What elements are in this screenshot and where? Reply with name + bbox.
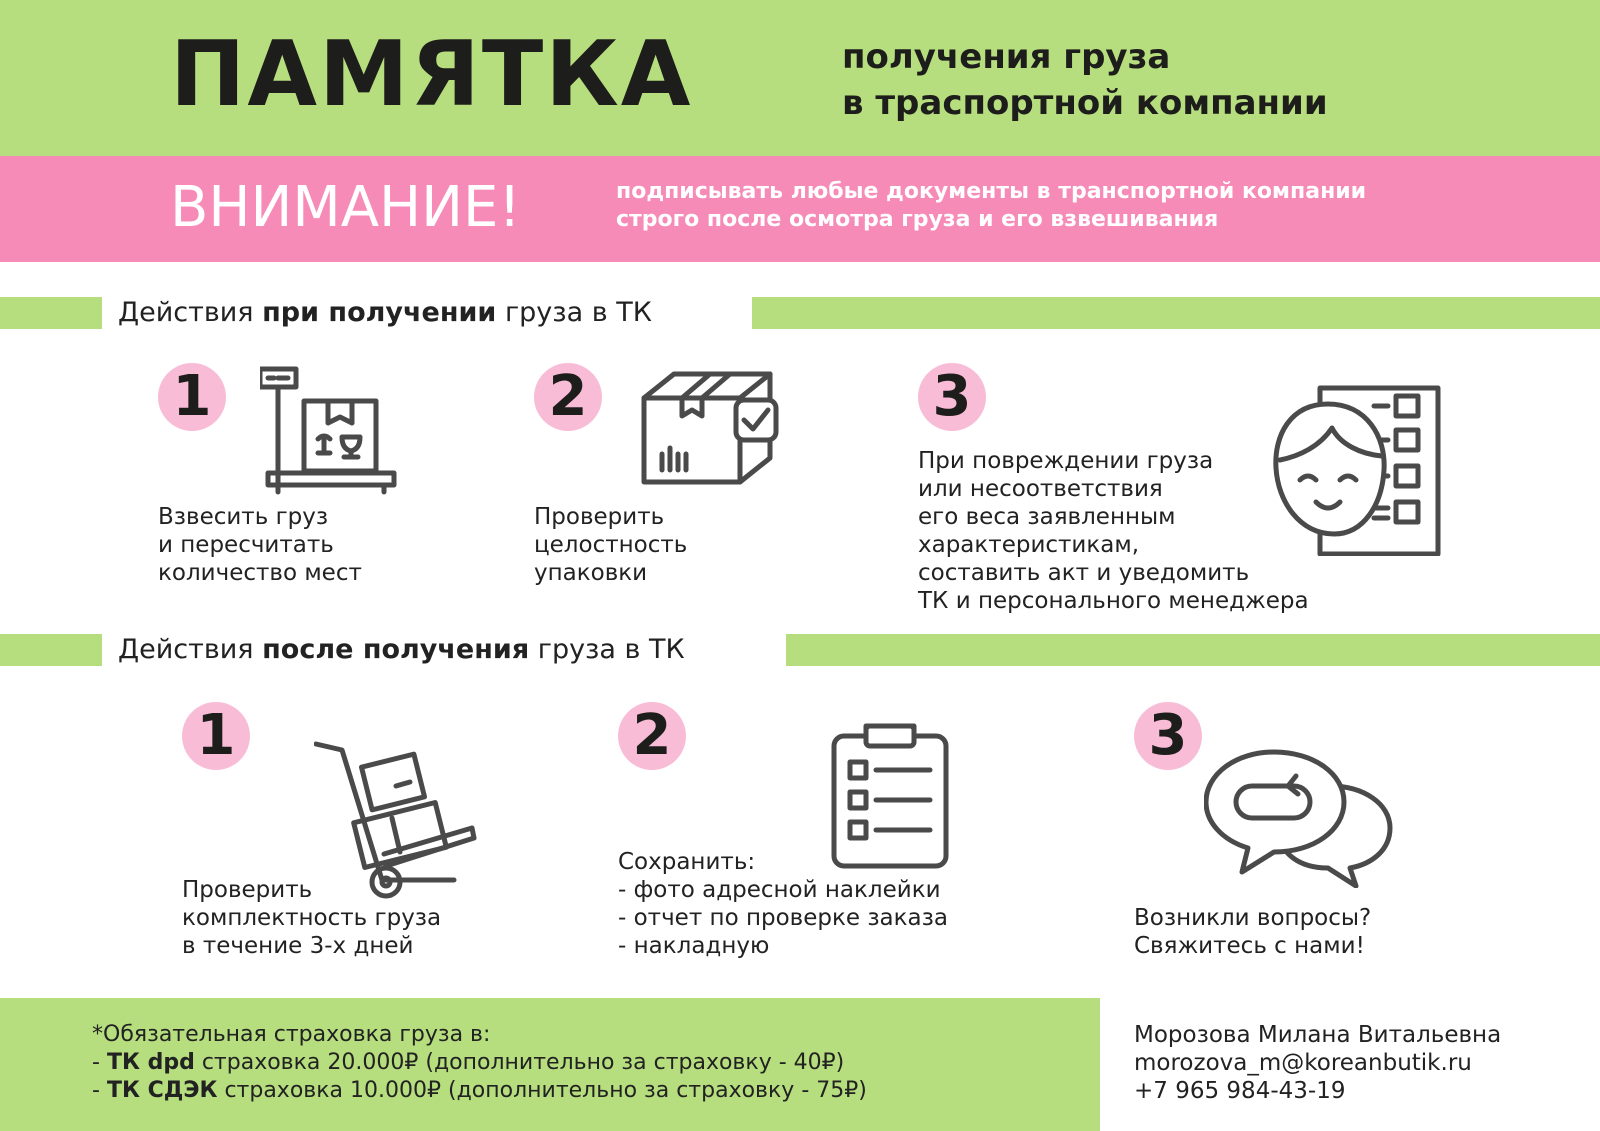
insurance-row-cdek [92, 1077, 867, 1105]
section1-title-bold: при получении [262, 297, 497, 328]
contact-email[interactable]: morozova_m@koreanbutik.ru [1134, 1050, 1472, 1076]
attention-message [616, 178, 1366, 234]
section1-step3-line: характеристикам, [918, 532, 1140, 558]
insurance-row-text: страховка 10.000₽ (дополнительно за страховку - 75₽) [217, 1078, 867, 1103]
chat-bubbles-icon [1204, 748, 1396, 888]
contact-block [1134, 1021, 1501, 1105]
section2-title [118, 633, 685, 667]
section2-stripe-left [0, 634, 102, 666]
section2-step1-number: 1 [182, 702, 250, 770]
section2-step1-line: комплектность груза [182, 905, 442, 931]
section2-title-suffix: груза в ТК [529, 634, 685, 665]
section2-step2-text [618, 848, 948, 960]
section2-step1-text [182, 876, 441, 960]
scale-box-icon [260, 365, 405, 495]
insurance-carrier-dpd: ТК dpd [106, 1050, 195, 1075]
section2-title-bold: после получения [262, 634, 530, 665]
section1-title [118, 296, 652, 330]
subtitle-line-2: в траспортной компании [842, 83, 1328, 123]
contact-phone[interactable]: +7 965 984-43-19 [1134, 1078, 1346, 1104]
section1-step1-number: 1 [158, 363, 226, 431]
page-subtitle [842, 34, 1328, 126]
section2-step3-text [1134, 904, 1371, 960]
section1-step1-text [158, 503, 362, 587]
section1-step3-text [918, 447, 1309, 615]
insurance-title: *Обязательная страховка груза в: [92, 1022, 491, 1047]
section1-step3-line: его веса заявленным [918, 504, 1176, 530]
section1-stripe-left [0, 297, 102, 329]
section1-step2-line: упаковки [534, 560, 648, 586]
section1-step2-line: Проверить [534, 504, 665, 530]
section2-stripe-right [786, 634, 1600, 666]
section1-step1-line: количество мест [158, 560, 362, 586]
section2-step2-line: - накладную [618, 933, 770, 959]
insurance-row-prefix: - [92, 1050, 107, 1075]
section2-step2-line: - фото адресной наклейки [618, 877, 941, 903]
attention-line-1: подписывать любые документы в транспортной компании [616, 179, 1367, 204]
section1-title-suffix: груза в ТК [496, 297, 652, 328]
contact-name: Морозова Милана Витальевна [1134, 1022, 1502, 1048]
section2-step3-number: 3 [1134, 702, 1202, 770]
section1-step1-line: Взвесить груз [158, 504, 329, 530]
insurance-info [92, 1021, 867, 1105]
section1-step3-line: составить акт и уведомить [918, 560, 1250, 586]
insurance-row-dpd [92, 1049, 867, 1077]
section2-step1-line: Проверить [182, 877, 313, 903]
section1-title-prefix: Действия [118, 297, 263, 328]
attention-line-2: строго после осмотра груза и его взвешивания [616, 207, 1219, 232]
insurance-row-text: страховка 20.000₽ (дополнительно за страховку - 40₽) [194, 1050, 845, 1075]
section1-step2-line: целостность [534, 532, 688, 558]
attention-label: ВНИМАНИЕ! [170, 175, 521, 240]
section2-step3-line: Свяжитесь с нами! [1134, 933, 1365, 959]
section1-step2-number: 2 [534, 363, 602, 431]
insurance-carrier-cdek: ТК СДЭК [106, 1078, 218, 1103]
section1-step2-text [534, 503, 687, 587]
package-check-icon [640, 370, 785, 488]
section1-step3-line: или несоответствия [918, 476, 1163, 502]
section1-step3-line: ТК и персонального менеджера [918, 588, 1309, 614]
section2-step3-line: Возникли вопросы? [1134, 905, 1372, 931]
section1-step3-number: 3 [918, 363, 986, 431]
section2-step1-line: в течение 3-х дней [182, 933, 414, 959]
insurance-row-prefix: - [92, 1078, 107, 1103]
section2-title-prefix: Действия [118, 634, 263, 665]
page-title: ПАМЯТКА [170, 22, 693, 127]
section1-step3-line: При повреждении груза [918, 448, 1214, 474]
section2-step2-line: - отчет по проверке заказа [618, 905, 948, 931]
subtitle-line-1: получения груза [842, 37, 1171, 77]
section2-step2-number: 2 [618, 702, 686, 770]
section1-step1-line: и пересчитать [158, 532, 334, 558]
section1-stripe-right [752, 297, 1600, 329]
section2-step2-line: Сохранить: [618, 849, 756, 875]
